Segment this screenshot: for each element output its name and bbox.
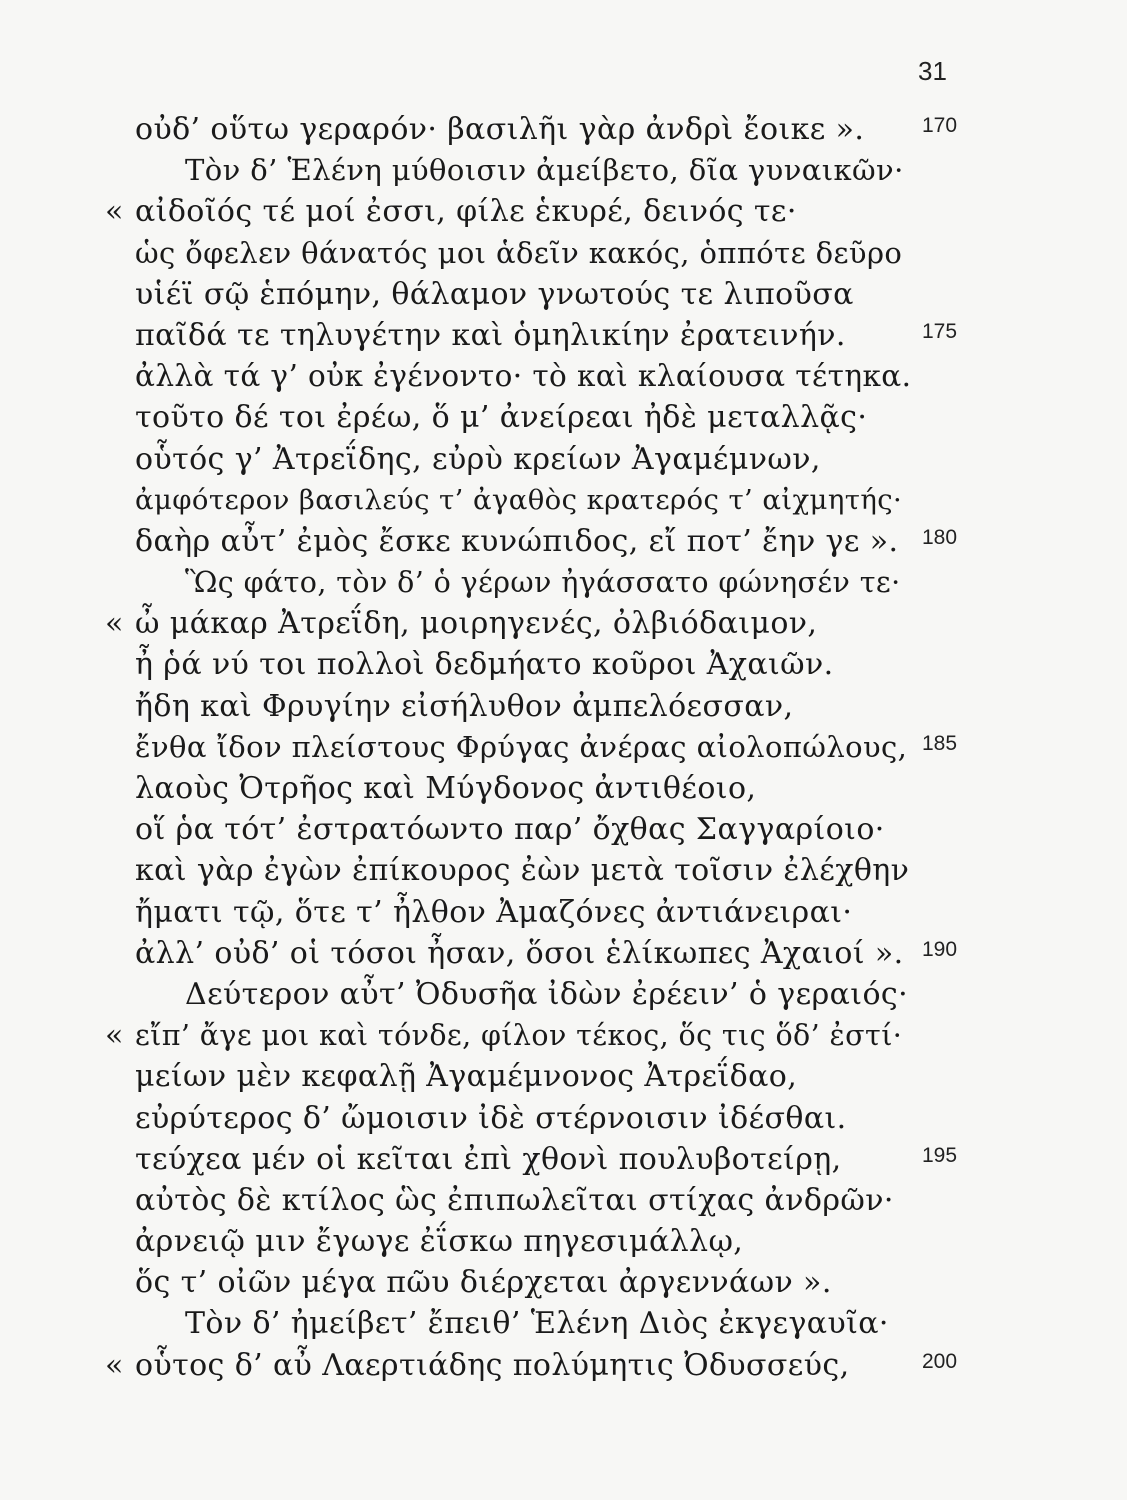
opening-quote-mark: «	[105, 1018, 124, 1054]
verse-line	[0, 1345, 1127, 1386]
opening-quote-mark: «	[105, 194, 124, 230]
verse-text: παῖδά τε τηλυγέτην καὶ ὁμηλικίην ἐρατεινήν.	[135, 317, 846, 353]
verse-text: Ὣς φάτο, τὸν δ’ ὁ γέρων ἠγάσσατο φώνησέν τε·	[185, 566, 901, 600]
verse-text: ὅς τ’ οἰῶν μέγα πῶυ διέρχεται ἀργεννάων ».	[135, 1265, 832, 1301]
verse-text: υἱέϊ σῷ ἑπόμην, θάλαμον γνωτούς τε λιποῦσα	[135, 276, 854, 312]
verse-text: τεύχεα μέν οἱ κεῖται ἐπὶ χθονὶ πουλυβοτείρῃ,	[135, 1141, 842, 1177]
verse-text: ἔνθα ἴδον πλείστους Φρύγας ἀνέρας αἰολοπώλους,	[135, 729, 908, 764]
verse-text: οἵ ῥα τότ’ ἐστρατόωντο παρ’ ὄχθας Σαγγαρίοιο·	[135, 812, 885, 848]
verse-line	[0, 233, 1127, 274]
line-number: 200	[922, 1349, 958, 1373]
verse-line	[0, 356, 1127, 397]
verse-text: Δεύτερον αὖτ’ Ὀδυσῆα ἰδὼν ἐρέειν’ ὁ γεραιός·	[185, 976, 909, 1012]
verse-text: εὐρύτερος δ’ ὤμοισιν ἰδὲ στέρνοισιν ἰδέσθαι.	[135, 1100, 847, 1136]
verse-text: ἀλλ’ οὐδ’ οἱ τόσοι ἦσαν, ὅσοι ἑλίκωπες Ἀχαιοί ».	[135, 935, 904, 971]
verse-line	[0, 768, 1127, 809]
verse-line	[0, 686, 1127, 727]
line-number: 195	[922, 1143, 958, 1167]
verse-line	[0, 892, 1127, 933]
verse-line	[0, 727, 1127, 768]
verse-text: μείων μὲν κεφαλῇ Ἀγαμέμνονος Ἀτρεΐδαο,	[135, 1059, 798, 1095]
verse-line	[0, 562, 1127, 603]
verse-line	[0, 521, 1127, 562]
opening-quote-mark: «	[105, 1347, 124, 1383]
page-number: 31	[918, 56, 947, 86]
verse-text: αἰδοῖός τέ μοί ἐσσι, φίλε ἑκυρέ, δεινός τε·	[135, 194, 797, 230]
verse-text: αὐτὸς δὲ κτίλος ὣς ἐπιπωλεῖται στίχας ἀνδρῶν·	[135, 1182, 894, 1218]
line-number: 170	[922, 114, 958, 137]
line-number: 175	[922, 319, 958, 343]
verse-text: καὶ γὰρ ἐγὼν ἐπίκουρος ἐὼν μετὰ τοῖσιν ἐλέχθην	[135, 853, 910, 889]
verse-line	[0, 274, 1127, 315]
verse-text: ἀμφότερον βασιλεύς τ’ ἀγαθὸς κρατερός τ’ αἰχμητής·	[135, 483, 903, 516]
verse-line	[0, 933, 1127, 974]
verse-line	[0, 480, 1127, 521]
verse-text: οὐδ’ οὕτω γεραρόν· βασιλῆι γὰρ ἀνδρὶ ἔοικε ».	[135, 112, 865, 147]
verse-block	[0, 109, 1127, 1386]
verse-line	[0, 1303, 1127, 1344]
line-number: 185	[922, 731, 958, 755]
verse-text: τοῦτο δέ τοι ἐρέω, ὅ μ’ ἀνείρεαι ἠδὲ μεταλλᾷς·	[135, 400, 868, 436]
verse-line	[0, 850, 1127, 891]
verse-line	[0, 644, 1127, 685]
verse-line	[0, 974, 1127, 1015]
verse-text: ἤδη καὶ Φρυγίην εἰσήλυθον ἀμπελόεσσαν,	[135, 688, 794, 724]
verse-line	[0, 315, 1127, 356]
verse-line	[0, 1015, 1127, 1056]
verse-text: οὗτος δ’ αὖ Λαερτιάδης πολύμητις Ὀδυσσεύς,	[135, 1347, 850, 1383]
verse-text: ἀρνειῷ μιν ἔγωγε ἐΐσκω πηγεσιμάλλῳ,	[135, 1224, 744, 1260]
verse-line	[0, 1056, 1127, 1097]
verse-text: Τὸν δ’ ἠμείβετ’ ἔπειθ’ Ἑλένη Διὸς ἐκγεγαυῖα·	[185, 1306, 889, 1342]
verse-text: ὡς ὄφελεν θάνατός μοι ἁδεῖν κακός, ὁππότε δεῦρο	[135, 235, 903, 270]
verse-text: δαὴρ αὖτ’ ἐμὸς ἔσκε κυνώπιδος, εἴ ποτ’ ἔην γε ».	[135, 523, 899, 559]
verse-text: Τὸν δ’ Ἑλένη μύθοισιν ἀμείβετο, δῖα γυναικῶν·	[185, 153, 904, 188]
verse-text: ἤματι τῷ, ὅτε τ’ ἦλθον Ἀμαζόνες ἀντιάνειραι·	[135, 894, 853, 930]
verse-line	[0, 603, 1127, 644]
verse-text: οὗτός γ’ Ἀτρεΐδης, εὐρὺ κρείων Ἀγαμέμνων,	[135, 441, 821, 477]
verse-line	[0, 150, 1127, 191]
verse-line	[0, 439, 1127, 480]
verse-line	[0, 1098, 1127, 1139]
verse-text: ἦ ῥά νύ τοι πολλοὶ δεδμήατο κοῦροι Ἀχαιῶν.	[135, 647, 834, 683]
line-number: 180	[922, 525, 958, 549]
opening-quote-mark: «	[105, 606, 124, 642]
line-number: 190	[922, 937, 958, 961]
verse-line	[0, 809, 1127, 850]
verse-text: εἴπ’ ἄγε μοι καὶ τόνδε, φίλον τέκος, ὅς τις ὅδ’ ἐστί·	[135, 1019, 903, 1053]
verse-text: ὦ μάκαρ Ἀτρεΐδη, μοιρηγενές, ὀλβιόδαιμον,	[135, 606, 818, 642]
verse-line	[0, 191, 1127, 232]
verse-text: ἀλλὰ τά γ’ οὐκ ἐγένοντο· τὸ καὶ κλαίουσα τέτηκα.	[135, 359, 912, 394]
verse-text: λαοὺς Ὀτρῆος καὶ Μύγδονος ἀντιθέοιο,	[135, 771, 757, 806]
verse-line	[0, 1180, 1127, 1221]
verse-line	[0, 1139, 1127, 1180]
verse-line	[0, 109, 1127, 150]
verse-line	[0, 397, 1127, 438]
verse-line	[0, 1221, 1127, 1262]
verse-line	[0, 1262, 1127, 1303]
